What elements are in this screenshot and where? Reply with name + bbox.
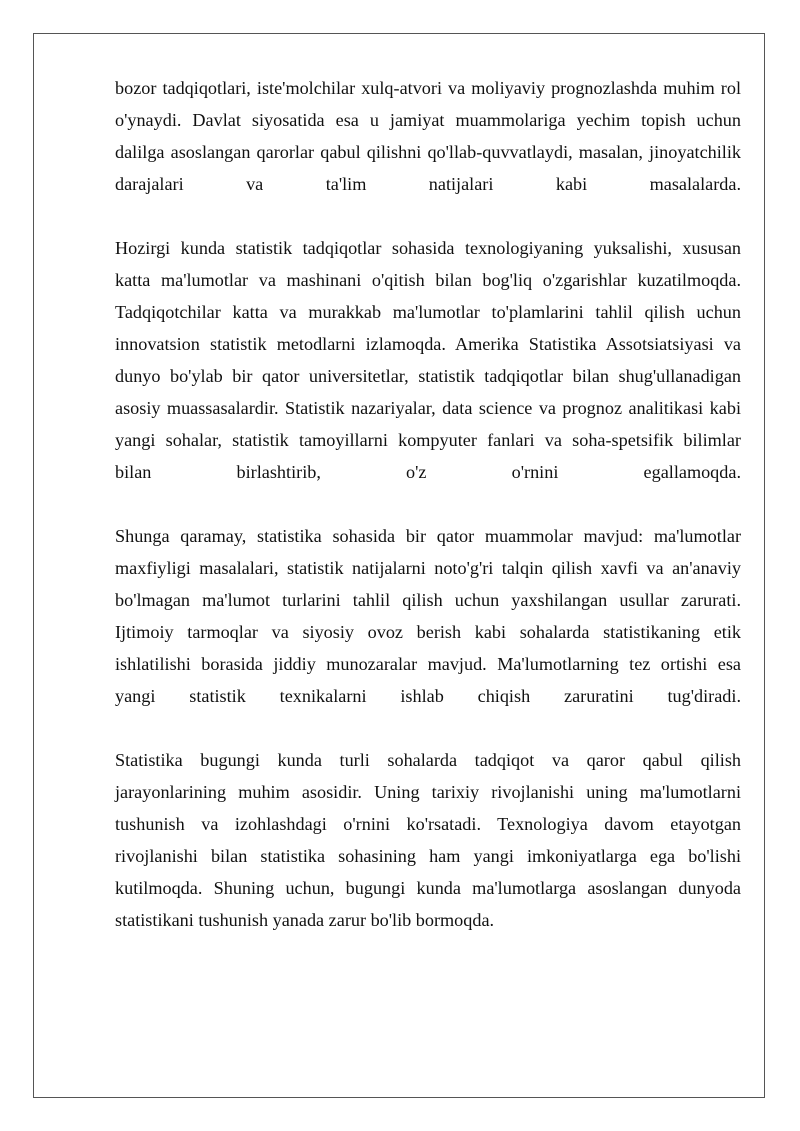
text-line: maxfiyligi masalalari, statistik natijalarni noto'g'ri talqin qilish xavfi va an'anaviy (115, 558, 741, 578)
text-line: Hozirgi kunda statistik tadqiqotlar sohasida texnologiyaning yuksalishi, xususan (115, 238, 741, 258)
text-line: tushunish va izohlashdagi o'rnini ko'rsatadi. Texnologiya davom etayotgan (115, 814, 741, 834)
paragraph-1 (115, 72, 741, 200)
text-line: dalilga asoslangan qarorlar qabul qilishni qo'llab-quvvatlaydi, masalan, jinoyatchilik (115, 142, 741, 162)
paragraph-3 (115, 520, 741, 712)
text-line: rivojlanishi bilan statistika sohasining ham yangi imkoniyatlarga ega bo'lishi (115, 846, 741, 866)
text-line: asosiy muassasalardir. Statistik nazariyalar, data science va prognoz analitikasi kabi (115, 398, 741, 418)
paragraph-4 (115, 744, 741, 936)
text-line: o'ynaydi. Davlat siyosatida esa u jamiyat muammolariga yechim topish uchun (115, 110, 741, 130)
document-body (115, 72, 741, 968)
text-line: Ijtimoiy tarmoqlar va siyosiy ovoz berish kabi sohalarda statistikaning etik (115, 622, 741, 642)
text-line: bilan birlashtirib, o'z o'rnini egallamoqda. (115, 462, 741, 482)
text-line: bozor tadqiqotlari, iste'molchilar xulq-atvori va moliyaviy prognozlashda muhim rol (115, 78, 741, 98)
text-line: yangi statistik texnikalarni ishlab chiqish zaruratini tug'diradi. (115, 686, 741, 706)
text-line: Shunga qaramay, statistika sohasida bir qator muammolar mavjud: ma'lumotlar (115, 526, 741, 546)
text-line: bo'lmagan ma'lumot turlarini tahlil qilish uchun yaxshilangan usullar zarurati. (115, 590, 741, 610)
text-line: Statistika bugungi kunda turli sohalarda tadqiqot va qaror qabul qilish (115, 750, 741, 770)
text-line: yangi sohalar, statistik tamoyillarni kompyuter fanlari va soha-spetsifik bilimlar (115, 430, 741, 450)
text-line: ishlatilishi borasida jiddiy munozaralar mavjud. Ma'lumotlarning tez ortishi esa (115, 654, 741, 674)
text-line: katta ma'lumotlar va mashinani o'qitish bilan bog'liq o'zgarishlar kuzatilmoqda. (115, 270, 741, 290)
text-line: Tadqiqotchilar katta va murakkab ma'lumotlar to'plamlarini tahlil qilish uchun (115, 302, 741, 322)
text-line: jarayonlarining muhim asosidir. Uning tarixiy rivojlanishi uning ma'lumotlarni (115, 782, 741, 802)
text-line: innovatsion statistik metodlarni izlamoqda. Amerika Statistika Assotsiatsiyasi va (115, 334, 741, 354)
text-line: kutilmoqda. Shuning uchun, bugungi kunda ma'lumotlarga asoslangan dunyoda (115, 878, 741, 898)
text-line: darajalari va ta'lim natijalari kabi masalalarda. (115, 174, 741, 194)
text-line: dunyo bo'ylab bir qator universitetlar, statistik tadqiqotlar bilan shug'ullanadigan (115, 366, 741, 386)
text-line: statistikani tushunish yanada zarur bo'lib bormoqda. (115, 910, 495, 930)
paragraph-2 (115, 232, 741, 488)
